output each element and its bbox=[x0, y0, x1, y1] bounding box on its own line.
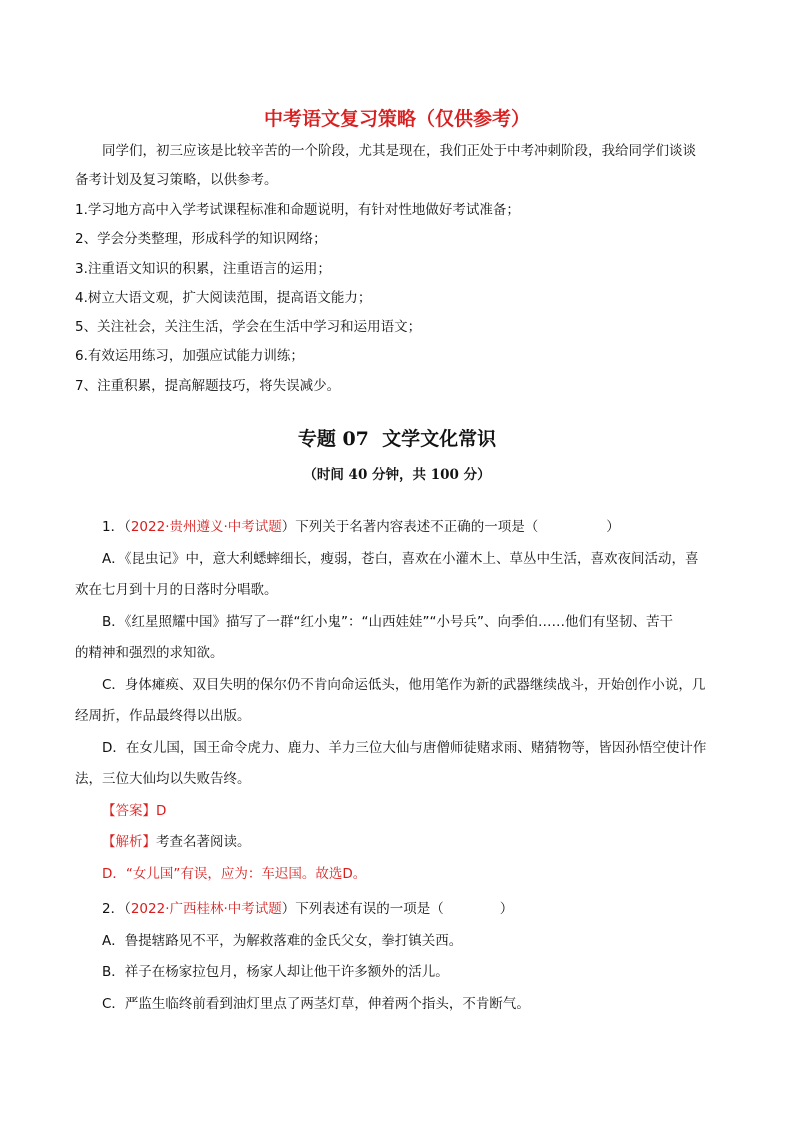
q2-stem-text: ）下列表述有误的一项是（ bbox=[281, 901, 444, 917]
strategy-title: 中考语文复习策略（仅供参考） bbox=[263, 108, 530, 130]
strategy-item-1: 1.学习地方高中入学考试课程标准和命题说明，有针对性地做好考试准备； bbox=[75, 202, 520, 218]
q2-option-b: B．祥子在杨家拉包月，杨家人却让他干许多额外的活儿。 bbox=[102, 964, 449, 980]
q1-option-b-1: B．《红星照耀中国》描写了一群“红小鬼”：“山西娃娃”“小号兵”、向季伯……他们有坚韧、苦干 bbox=[102, 613, 673, 630]
strategy-item-6: 6.有效运用练习，加强应试能力训练； bbox=[75, 348, 304, 365]
topic-title: 专题 07 文学文化常识 bbox=[297, 428, 497, 450]
analysis-label: 【解析】 bbox=[102, 834, 156, 850]
q1-answer bbox=[75, 796, 725, 828]
q1-option-d-2: 法，三位大仙均以失败告终。 bbox=[75, 771, 251, 787]
q1-option-a-2: 欢在七月到十月的日落时分唱歌。 bbox=[75, 582, 278, 598]
q1-option-d-1: D．在女儿国，国王命令虎力、鹿力、羊力三位大仙与唐僧师徒赌求雨、赌猜物等，皆因孙悟空使计作 bbox=[102, 739, 707, 756]
q2-source: 2022·广西桂林·中考试题 bbox=[130, 901, 282, 917]
intro-line-1: 同学们，初三应该是比较辛苦的一个阶段，尤其是现在，我们正处于中考冲刺阶段，我给同学们谈谈 bbox=[102, 143, 696, 159]
strategy-item-7: 7、注重积累，提高解题技巧，将失误减少。 bbox=[75, 377, 341, 394]
q2-option-a: A．鲁提辖路见不平，为解救落难的金氏父女，拳打镇关西。 bbox=[102, 932, 463, 949]
q1-analysis bbox=[75, 827, 725, 859]
q1-stem-text: ）下列关于名著内容表述不正确的一项是（ bbox=[281, 519, 539, 535]
q1-explanation: D．“女儿国”有误，应为：车迟国。故选D。 bbox=[102, 865, 367, 882]
q2-number: 2．（ bbox=[102, 901, 131, 917]
strategy-intro bbox=[75, 137, 725, 195]
answer-label: 【答案】 bbox=[102, 802, 156, 819]
q1-source: 2022·贵州遵义·中考试题 bbox=[130, 519, 282, 535]
answer-value: D bbox=[156, 802, 167, 819]
question-2 bbox=[75, 894, 725, 1020]
q2-close: ） bbox=[499, 901, 514, 917]
q1-number: 1．（ bbox=[102, 519, 131, 535]
q2-option-c: C．严监生临终前看到油灯里点了两茎灯草，伸着两个指头，不肯断气。 bbox=[102, 995, 530, 1012]
strategy-item-5: 5、关注社会，关注生活，学会在生活中学习和运用语文； bbox=[75, 319, 422, 336]
strategy-item-4: 4.树立大语文观，扩大阅读范围，提高语文能力； bbox=[75, 289, 372, 306]
strategy-item-3: 3.注重语文知识的积累，注重语言的运用； bbox=[75, 260, 331, 277]
q1-option-b-2: 的精神和强烈的求知欲。 bbox=[75, 645, 224, 661]
question-1 bbox=[75, 512, 725, 890]
q1-option-c-2: 经周折，作品最终得以出版。 bbox=[75, 708, 251, 724]
q1-stem bbox=[75, 512, 725, 544]
analysis-text: 考查名著阅读。 bbox=[156, 834, 251, 850]
q1-option-a-1: A．《昆虫记》中，意大利蟋蟀细长，瘦弱，苍白，喜欢在小灌木上、草丛中生活，喜欢夜间活动，喜 bbox=[102, 550, 699, 567]
strategy-item-2: 2、学会分类整理，形成科学的知识网络； bbox=[75, 231, 327, 248]
q1-option-c-1: C．身体瘫痪、双目失明的保尔仍不肯向命运低头，他用笔作为新的武器继续战斗，开始创作小说，几 bbox=[102, 676, 706, 693]
intro-line-2: 备考计划及复习策略，以供参考。 bbox=[75, 172, 278, 188]
topic-time: （时间 40 分钟，共 100 分） bbox=[303, 467, 491, 483]
strategy-list bbox=[75, 196, 725, 401]
q2-stem bbox=[75, 894, 725, 926]
q1-close: ） bbox=[606, 519, 620, 535]
